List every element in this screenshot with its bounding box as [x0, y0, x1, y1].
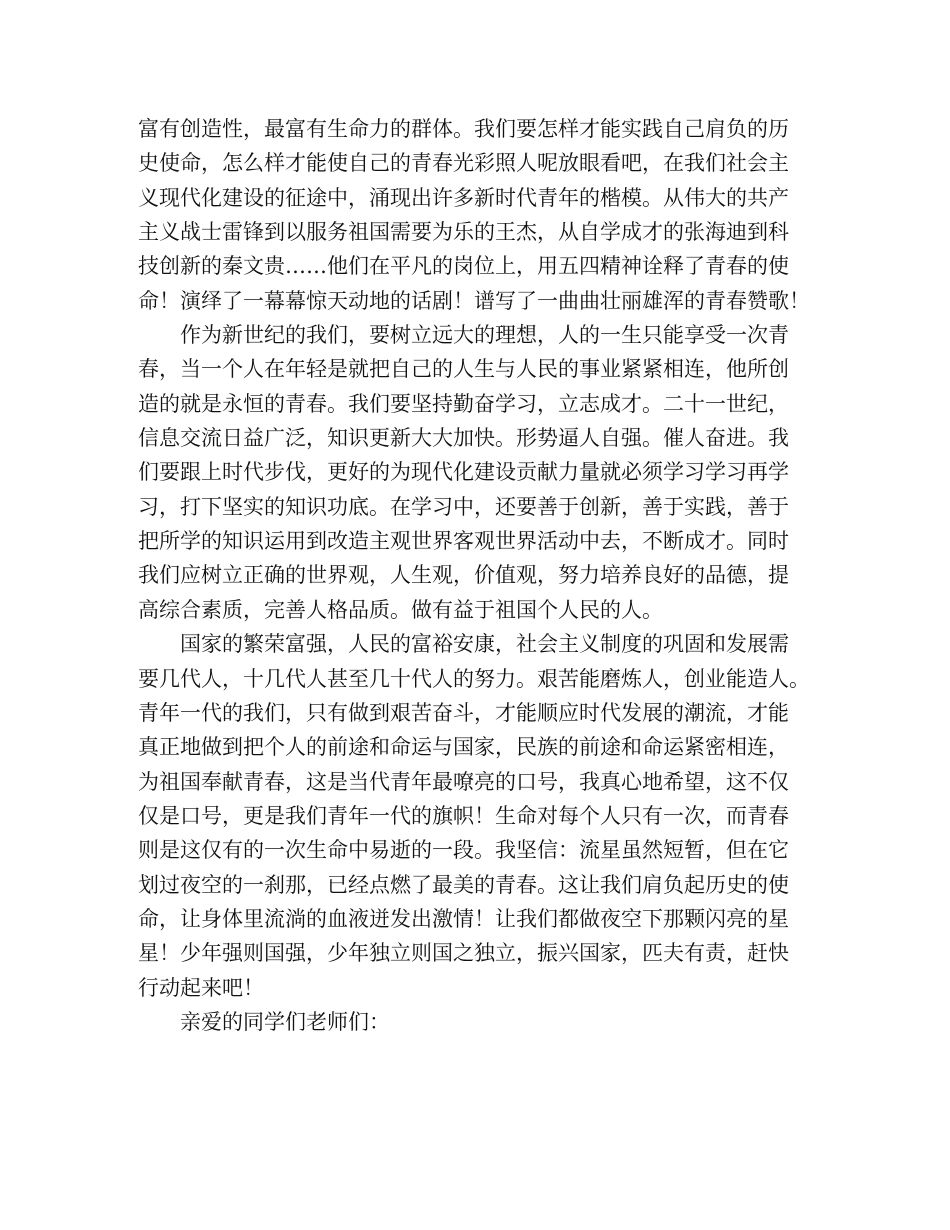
text-line: 造的就是永恒的青春。我们要坚持勤奋学习，立志成才。二十一世纪， — [138, 391, 789, 416]
text-line: 高综合素质，完善人格品质。做有益于祖国个人民的人。 — [138, 597, 663, 622]
text-line: 信息交流日益广泛，知识更新大大加快。形势逼人自强。催人奋进。我 — [138, 426, 789, 451]
text-line: 青年一代的我们，只有做到艰苦奋斗，才能顺应时代发展的潮流，才能 — [138, 700, 789, 725]
text-line: 义现代化建设的征途中，涌现出许多新时代青年的楷模。从伟大的共产 — [138, 185, 789, 210]
text-line: 行动起来吧！ — [138, 975, 264, 1000]
text-line: 星！少年强则国强，少年独立则国之独立，振兴国家，匹夫有责，赶快 — [138, 941, 789, 966]
text-line: 命！演绎了一幕幕惊天动地的话剧！谱写了一曲曲壮丽雄浑的青春赞歌！ — [138, 288, 810, 313]
salutation-line: 亲爱的同学们老师们： — [180, 1009, 390, 1034]
text-line: 真正地做到把个人的前途和命运与国家，民族的前途和命运紧密相连， — [138, 735, 789, 760]
paragraph-first-line: 国家的繁荣富强，人民的富裕安康，社会主义制度的巩固和发展需 — [180, 632, 789, 657]
text-line: 仅是口号，更是我们青年一代的旗帜！生命对每个人只有一次，而青春 — [138, 803, 789, 828]
text-line: 们要跟上时代步伐，更好的为现代化建设贡献力量就必须学习学习再学 — [138, 460, 789, 485]
text-line: 把所学的知识运用到改造主观世界客观世界活动中去，不断成才。同时 — [138, 529, 789, 554]
text-line: 要几代人，十几代人甚至几十代人的努力。艰苦能磨炼人，创业能造人。 — [138, 666, 810, 691]
text-line: 习，打下坚实的知识功底。在学习中，还要善于创新，善于实践，善于 — [138, 494, 789, 519]
text-line: 我们应树立正确的世界观，人生观，价值观，努力培养良好的品德，提 — [138, 563, 789, 588]
text-line: 春，当一个人在年轻是就把自己的人生与人民的事业紧紧相连，他所创 — [138, 357, 789, 382]
text-line: 命，让身体里流淌的血液迸发出激情！让我们都做夜空下那颗闪亮的星 — [138, 906, 789, 931]
text-line: 则是这仅有的一次生命中易逝的一段。我坚信：流星虽然短暂，但在它 — [138, 838, 789, 863]
text-line: 富有创造性，最富有生命力的群体。我们要怎样才能实践自己肩负的历 — [138, 117, 789, 141]
text-line: 划过夜空的一刹那，已经点燃了最美的青春。这让我们肩负起历史的使 — [138, 872, 789, 897]
text-line: 技创新的秦文贵……他们在平凡的岗位上，用五四精神诠释了青春的使 — [138, 254, 789, 279]
body-text — [138, 112, 818, 1039]
text-line: 为祖国奉献青春，这是当代青年最嘹亮的口号，我真心地希望，这不仅 — [138, 769, 789, 794]
paragraph-first-line: 作为新世纪的我们，要树立远大的理想，人的一生只能享受一次青 — [180, 323, 789, 348]
text-line: 史使命，怎么样才能使自己的青春光彩照人呢放眼看吧，在我们社会主 — [138, 151, 789, 176]
text-line: 主义战士雷锋到以服务祖国需要为乐的王杰，从自学成才的张海迪到科 — [138, 220, 789, 245]
